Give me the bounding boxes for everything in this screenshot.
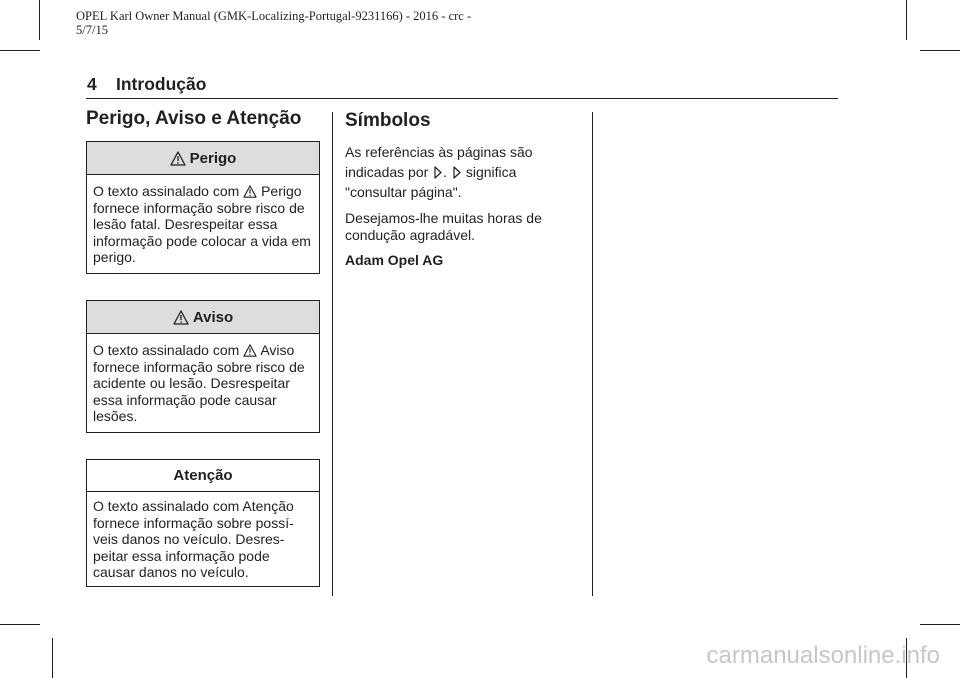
warning-triangle-icon [243, 185, 257, 198]
caution-box-title: Atenção [173, 467, 233, 484]
warning-box-text [87, 334, 319, 433]
crop-mark [920, 624, 960, 625]
crop-mark [920, 50, 960, 51]
danger-box-text [87, 175, 319, 274]
section-heading: Perigo, Aviso e Atenção [86, 108, 302, 129]
watermark: carmanualsonline.info [706, 642, 940, 669]
column-divider [592, 112, 593, 596]
crop-mark [39, 0, 40, 40]
signature: Adam Opel AG [345, 252, 444, 268]
crop-mark [52, 638, 53, 678]
caution-box-header [87, 460, 319, 492]
running-header-date: 5/7/15 [76, 23, 108, 37]
page-reference-icon [451, 166, 462, 179]
paragraph-line: As referências às páginas são [345, 144, 533, 160]
paragraph-line: "consultar página". [345, 184, 462, 200]
danger-box [86, 141, 320, 274]
danger-text-rest: fornece informação sobre risco de lesão fatal. Desrespeitar essa informação pode colocar a vida em perigo. [93, 199, 311, 265]
paragraph-text: . [443, 164, 448, 180]
running-header-line: OPEL Karl Owner Manual (GMK-Localizing-Portugal-9231166) - 2016 - crc - [76, 9, 472, 23]
caution-box-text: O texto assinalado com Atenção fornece informação sobre possí‑ veis danos no veículo. Desres‑ peitar essa informação pode causar danos no veículo. [93, 498, 294, 580]
column-divider [332, 112, 333, 596]
crop-mark [0, 624, 40, 625]
paragraph-text: significa [465, 164, 517, 180]
warning-box-title: Aviso [192, 308, 234, 326]
greeting-paragraph: Desejamos-lhe muitas horas de condução agradável. [345, 210, 542, 243]
crop-mark [906, 0, 907, 40]
danger-text-keyword: Perigo [261, 183, 302, 199]
warning-triangle-icon [173, 310, 189, 325]
warning-text-rest: fornece informação sobre risco de acidente ou lesão. Desrespeitar essa informação pode causar lesões. [93, 358, 305, 424]
warning-box-header [87, 301, 319, 334]
danger-box-header [87, 142, 319, 175]
page-reference-paragraph [345, 142, 580, 202]
chapter-title: Introdução [116, 74, 207, 94]
crop-mark [0, 50, 40, 51]
danger-text-start: O texto assinalado com [93, 183, 240, 199]
warning-text-start: O texto assinalado com [93, 342, 240, 358]
middle-column [345, 110, 580, 277]
running-header [76, 9, 496, 37]
left-column [86, 108, 320, 130]
symbols-heading: Símbolos [345, 110, 431, 131]
warning-triangle-icon [170, 151, 186, 166]
caution-box [86, 459, 320, 587]
danger-box-title: Perigo [189, 149, 237, 167]
page-number: 4 [87, 74, 97, 94]
page-reference-icon [432, 166, 443, 179]
warning-box [86, 300, 320, 433]
paragraph-text: indicadas por [345, 164, 429, 180]
warning-triangle-icon [243, 344, 257, 357]
page-header [86, 72, 838, 99]
warning-text-keyword: Aviso [260, 342, 295, 358]
